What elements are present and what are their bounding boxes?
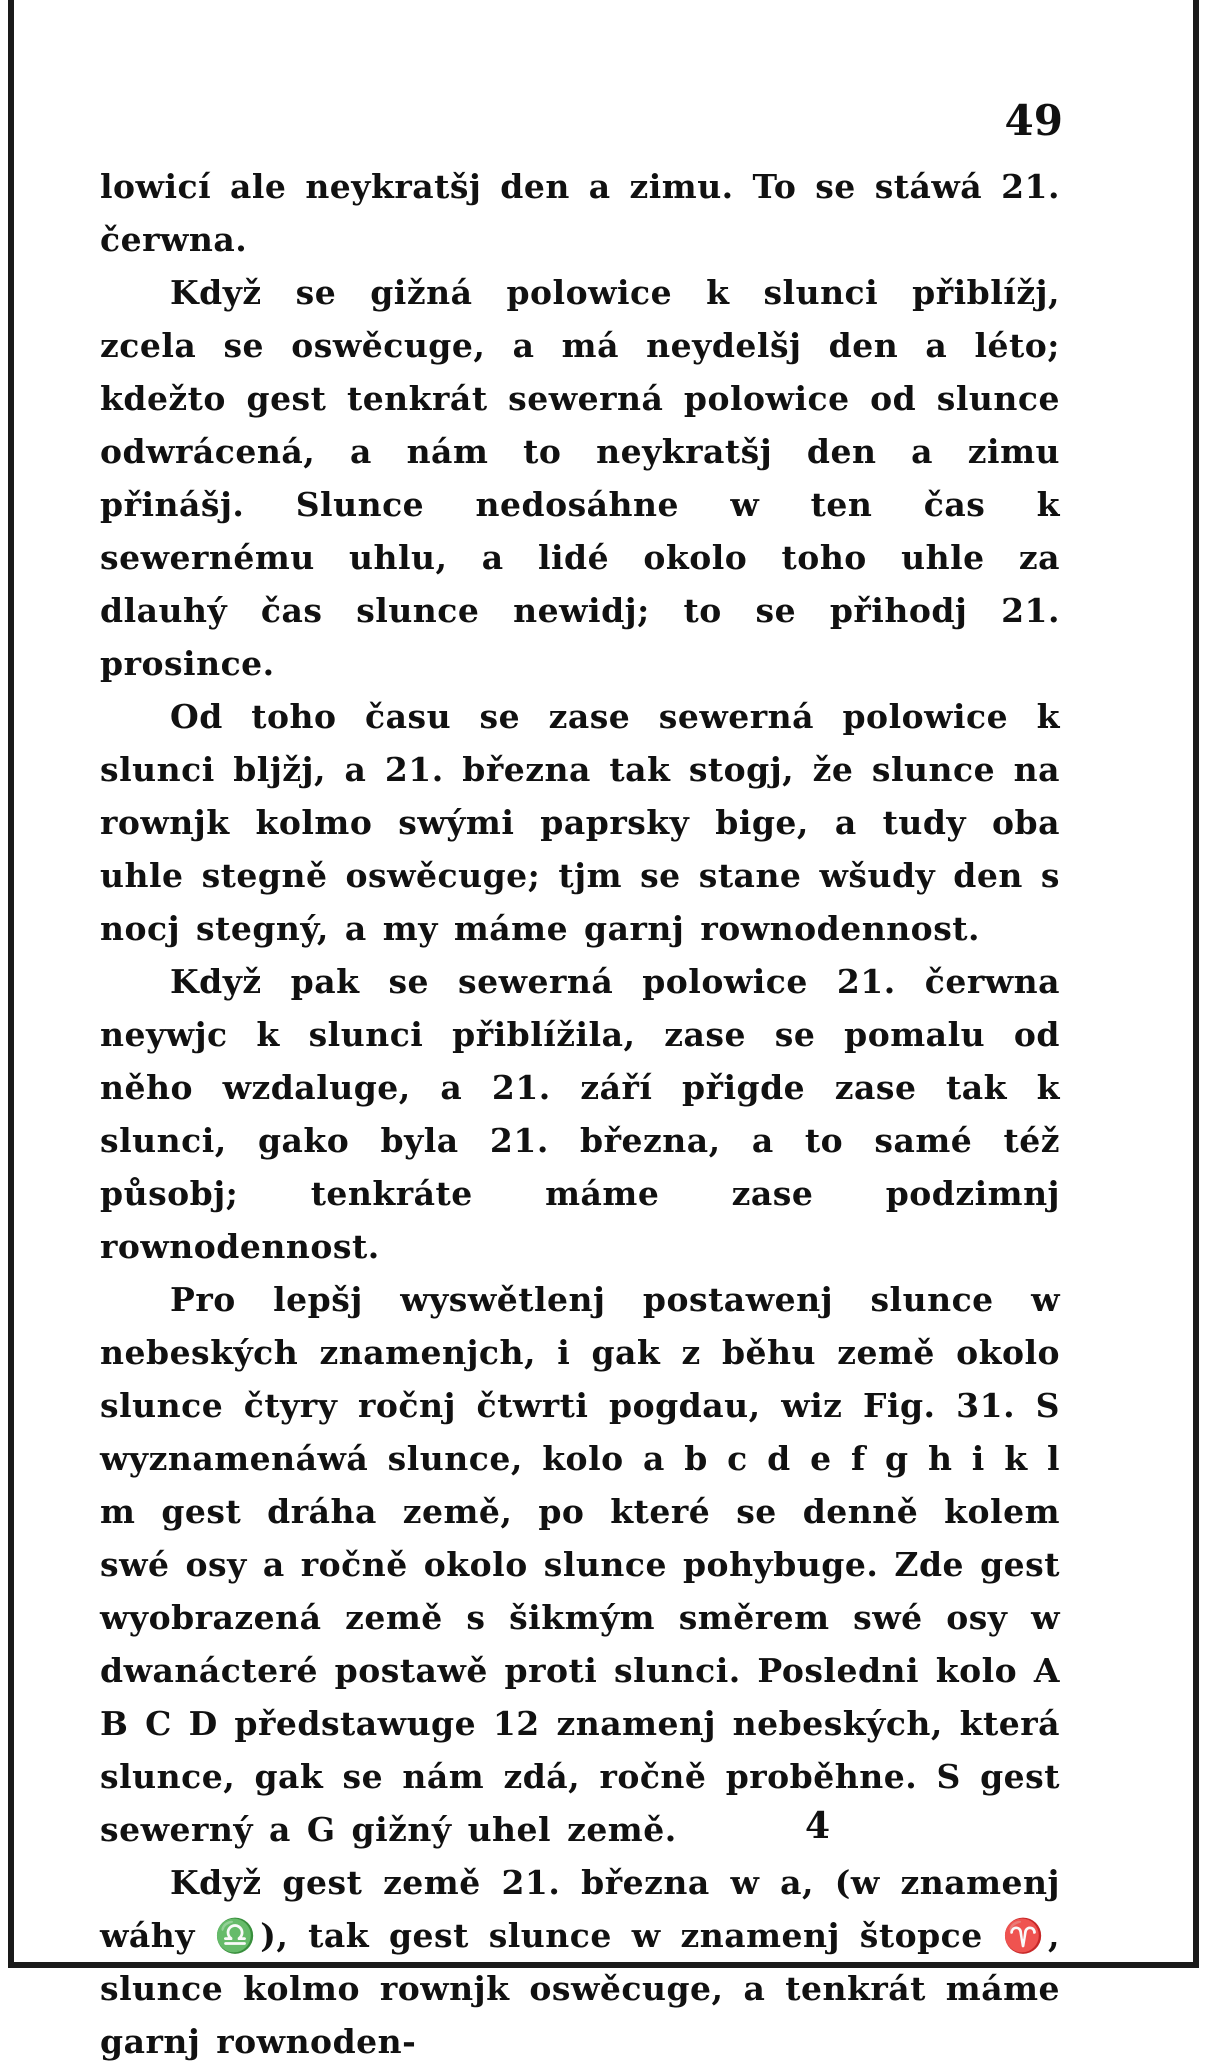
body-text [100, 160, 1060, 2068]
paragraph-5: Pro lepšj wyswětlenj postawenj slunce w nebeských znamenjch, i gak z běhu země okolo slunce čtyry ročnj čtwrti pogdau, wiz Fig. 31. S wyznamenáwá slunce, kolo a b c d e f g h i k l m gest dráha země, po které se denně kolem swé osy a ročně okolo slunce pohybuge. Zde gest wyobrazená země s šikmým směrem swé osy w dwanácteré postawě proti slunci. Posledni kolo A B C D předstawuge 12 znamenj nebeských, která slunce, gak se nám zdá, ročně proběhne. S gest sewerný a G gižný uhel země. [100, 1280, 1060, 1849]
paragraph-6: Když gest země 21. března w a, (w znamenj wáhy ♎), tak gest slunce w znamenj štopce ♈, slunce kolmo rownjk oswěcuge, a tenkrát máme garnj rownoden- [100, 1863, 1060, 2061]
paragraph-3: Od toho času se zase sewerná polowice k slunci bljžj, a 21. března tak stogj, že slunce na rownjk kolmo swými paprsky bige, a tudy oba uhle stegně oswěcuge; tjm se stane wšudy den s nocj stegný, a my máme garnj rownodennost. [100, 697, 1060, 948]
paragraph-1: lowicí ale neykratšj den a zimu. To se stáwá 21. čerwna. [100, 167, 1060, 259]
paragraph-2: Když se gižná polowice k slunci přiblížj, zcela se oswěcuge, a má neydelšj den a léto; kdežto gest tenkrát sewerná polowice od slunce odwrácená, a nám to neykratšj den a zimu přinášj. Slunce nedosáhne w ten čas k sewernému uhlu, a lidé okolo toho uhle za dlauhý čas slunce newidj; to se přihodj 21. prosince. [100, 273, 1060, 683]
page-number: 49 [1004, 96, 1063, 145]
signature-mark: 4 [805, 1805, 831, 1847]
paragraph-4: Když pak se sewerná polowice 21. čerwna neywjc k slunci přiblížila, zase se pomalu od něho wzdaluge, a 21. září přigde zase tak k slunci, gako byla 21. března, a to samé též působj; tenkráte máme zase podzimnj rownodennost. [100, 962, 1060, 1266]
